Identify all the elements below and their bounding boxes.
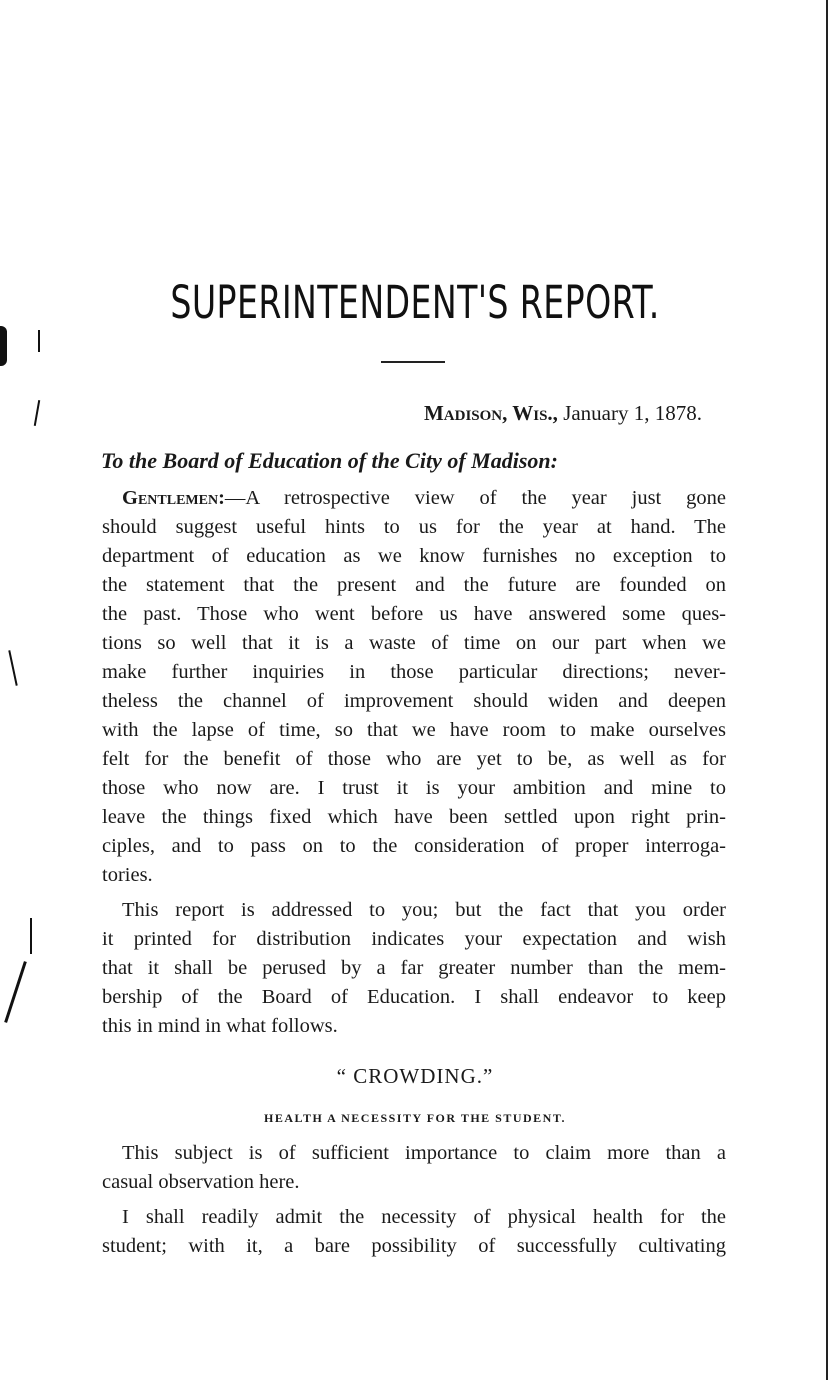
section-subheading: HEALTH A NECESSITY FOR THE STUDENT. bbox=[264, 1111, 566, 1125]
paragraph-line: bership of the Board of Education. I shall endeavor to keep bbox=[102, 986, 726, 1008]
paragraph-line: This subject is of sufficient importance to claim more than a bbox=[122, 1142, 726, 1164]
paragraph-line: casual observation here. bbox=[102, 1171, 300, 1193]
paragraph-line: leave the things fixed which have been settled upon right prin- bbox=[102, 806, 726, 828]
paragraph-line: make further inquiries in those particular directions; never- bbox=[102, 661, 726, 683]
title-divider bbox=[381, 361, 445, 363]
paragraph-line: felt for the benefit of those who are yet to be, as well as for bbox=[102, 748, 726, 770]
section-heading: “ CROWDING.” bbox=[336, 1064, 494, 1088]
paragraph-line: that it shall be perused by a far greater number than the mem- bbox=[102, 957, 726, 979]
paragraph-line: I shall readily admit the necessity of physical health for the bbox=[122, 1206, 726, 1228]
paragraph-line: this in mind in what follows. bbox=[102, 1015, 338, 1037]
paragraph-line: Gentlemen:—A retrospective view of the year just gone bbox=[122, 487, 726, 509]
paragraph-line: should suggest useful hints to us for the year at hand. The bbox=[102, 516, 726, 538]
paragraph-line: theless the channel of improvement should widen and deepen bbox=[102, 690, 726, 712]
paragraph-line: those who now are. I trust it is your ambition and mine to bbox=[102, 777, 726, 799]
paragraph-line: department of education as we know furnishes no exception to bbox=[102, 545, 726, 567]
paragraph-line: with the lapse of time, so that we have room to make ourselves bbox=[102, 719, 726, 741]
paragraph-line: This report is addressed to you; but the fact that you order bbox=[122, 899, 726, 921]
dateline bbox=[424, 401, 702, 426]
dateline-date: January 1, 1878. bbox=[557, 401, 702, 425]
page-title: SUPERINTENDENT'S REPORT. bbox=[170, 276, 660, 329]
page-edge-rule bbox=[826, 0, 828, 1380]
dateline-place: Madison, Wis., bbox=[423, 401, 558, 425]
paragraph-1 bbox=[102, 484, 726, 890]
salutation: To the Board of Education of the City of Madison: bbox=[101, 448, 558, 473]
opening-word: Gentlemen: bbox=[122, 487, 225, 509]
paragraph-line: the statement that the present and the future are founded on bbox=[102, 574, 726, 596]
paragraph-line: tories. bbox=[102, 864, 153, 886]
margin-mark bbox=[38, 330, 40, 352]
paragraph-line: it printed for distribution indicates your expectation and wish bbox=[102, 928, 726, 950]
margin-mark bbox=[0, 326, 7, 366]
paragraph-4 bbox=[102, 1203, 726, 1261]
paragraph-line: tions so well that it is a waste of time on our part when we bbox=[102, 632, 726, 654]
paragraph-3 bbox=[102, 1139, 726, 1197]
margin-mark bbox=[34, 400, 40, 426]
margin-mark bbox=[4, 961, 27, 1023]
margin-mark bbox=[30, 918, 32, 954]
paragraph-line: the past. Those who went before us have answered some ques- bbox=[102, 603, 726, 625]
margin-mark bbox=[8, 650, 17, 686]
paragraph-2 bbox=[102, 896, 726, 1041]
paragraph-line: ciples, and to pass on to the consideration of proper interroga- bbox=[102, 835, 726, 857]
paragraph-line: student; with it, a bare possibility of successfully cultivating bbox=[102, 1235, 726, 1257]
